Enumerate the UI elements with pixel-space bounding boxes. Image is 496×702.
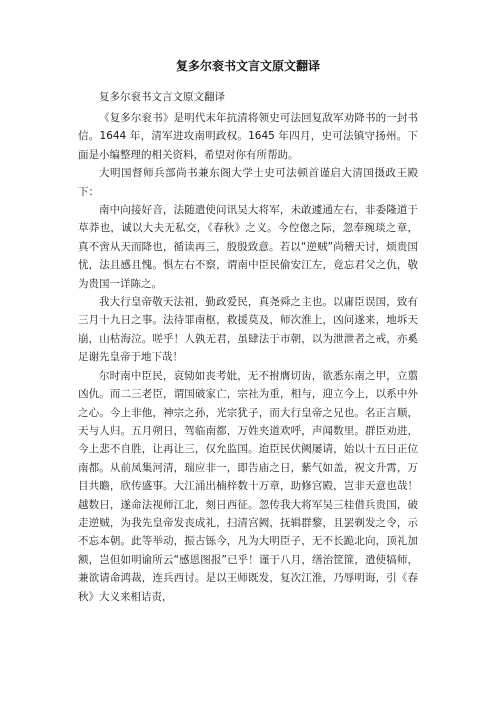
paragraph-body-1: 南中向接好音，法随遣使问讯吴大将军，未敢遽通左右，非委隆道于草莽也，诚以大夫无私交，《春秋》之义。今倥偬之际，忽奉琬琰之章，真不啻从天而降也，循读再三，殷殷致意。若以“逆贼”尚稽天讨，烦贵国忧，法且感且愧。惧左右不察，谓南中臣民偷安江左，竟忘君父之仇，敬为贵国一详陈之。 <box>78 204 418 290</box>
paragraph-body-3: 尔时南中臣民，哀恸如丧考妣，无不拊膺切齿，欲悉东南之甲，立翦凶仇。而二三老臣，谓国破家亡，宗社为重，相与，迎立今上，以系中外之心。今上非他，神宗之孙，光宗犹子，而大行皇帝之兄也。名正言顺，天与人归。五月朔日，驾临南都，万姓夹道欢呼，声闻数里。群臣劝进，今上悲不自胜，让再让三，仅允监国。迨臣民伏阙屡请，始以十五日正位南都。从前凤集河清，瑞应非一，即告庙之日，紫气如盖，祝文升霄，万目共瞻，欣传盛事。大江涌出楠梓数十万章，助修宫殿，岂非天意也哉！越数日，遂命法视师江北，刻日西征。忽传我大将军吴三桂借兵贵国，破走逆贼，为我先皇帝发丧成礼，扫清宫阙，抚辑群黎，且罢剃发之令，示不忘本朝。此等举动，振古铄今，凡为大明臣子，无不长跪北向，顶礼加额，岂但如明谕所云“感恩图报”已乎！谨于八月，缮治筐篚，遣使犒师，兼欲请命鸿裁，连兵西讨。是以王师既发，复次江淮，乃辱明诲，引《春秋》大义来相诘责， <box>78 369 418 603</box>
paragraph-body-2: 我大行皇帝敬天法祖，勤政爱民，真尧舜之主也。以庸臣误国，致有三月十九日之事。法待罪南枢，救援莫及，师次淮上，凶问遂来，地坼天崩，山枯海泣。嗟乎！人孰无君，虽肆法于市朝，以为泄泄者之戒，亦奚足谢先皇帝于地下哉！ <box>78 296 418 364</box>
paragraph-intro: 《复多尔衮书》是明代末年抗清将领史可法回复敌军劝降书的一封书信。1644 年，清军进攻南明政权。1645 年四月，史可法镇守扬州。下面是小编整理的相关资料，希望对你有所帮助。 <box>78 112 418 161</box>
document-title: 复多尔衮书文言文原文翻译 <box>175 59 320 73</box>
paragraph-salutation: 大明国督师兵部尚书兼东阁大学士史可法顿首谨启大清国摄政王殿下： <box>78 167 418 198</box>
document-subtitle: 复多尔衮书文言文原文翻译 <box>99 91 225 103</box>
